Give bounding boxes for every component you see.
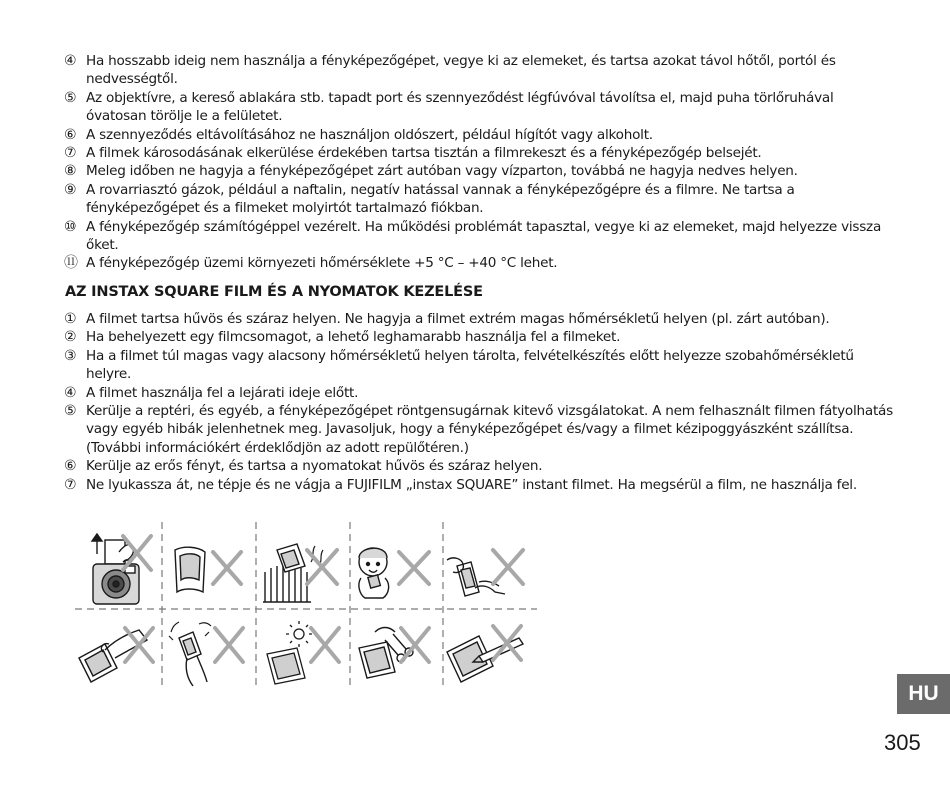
item-text: Ha a filmet túl magas vagy alacsony hőmérsékletű helyen tárolta, felvételkészítés előtt helyezze szobahőmérsékletű helyre. <box>86 347 854 383</box>
sunlight-film-icon <box>267 621 312 684</box>
list-item <box>64 476 894 494</box>
list-item <box>64 89 894 126</box>
maintenance-list <box>64 52 894 273</box>
heater-film-icon <box>263 544 323 602</box>
item-text: Meleg időben ne hagyja a fényképezőgépet zárt autóban vagy vízparton, továbbá ne hagyja nedves helyen. <box>86 163 798 180</box>
section-heading: AZ INSTAX SQUARE FILM ÉS A NYOMATOK KEZELÉSE <box>65 284 483 300</box>
item-number: ⑨ <box>64 181 77 198</box>
item-number: ⑥ <box>64 458 77 475</box>
shake-film-icon <box>169 622 211 686</box>
item-number: ⑥ <box>64 126 77 143</box>
item-text: Kerülje az erős fényt, és tartsa a nyomatokat hűvös és száraz helyen. <box>86 458 543 475</box>
list-item <box>64 328 894 346</box>
item-number: ④ <box>64 53 77 69</box>
list-item <box>64 402 894 457</box>
item-text: A szennyeződés eltávolításához ne használjon oldószert, például hígítót vagy alkoholt. <box>86 126 653 143</box>
prohibited-cross-icon <box>311 628 339 662</box>
language-tab: HU <box>897 674 950 714</box>
item-number: ⑪ <box>64 255 78 272</box>
item-text: Az objektívre, a kereső ablakára stb. tapadt port és szennyeződést légfúvóval távolítsa el, majd puha törlőruhával óvatosan törölje le a felületet. <box>86 89 834 125</box>
item-text: A filmet tartsa hűvös és száraz helyen. Ne hagyja a filmet extrém magas hőmérsékletű helyen (pl. zárt autóban). <box>86 311 830 327</box>
prohibited-cross-icon <box>493 550 523 584</box>
item-text: A filmet használja fel a lejárati ideje előtt. <box>86 384 359 401</box>
item-text: A fényképezőgép üzemi környezeti hőmérséklete +5 °C – +40 °C lehet. <box>86 255 558 272</box>
list-item <box>64 144 894 162</box>
item-text: Ne lyukassza át, ne tépje és ne vágja a FUJIFILM „instax SQUARE” instant filmet. Ha megsérül a film, ne használja fel. <box>86 476 857 493</box>
item-number: ② <box>64 329 77 346</box>
list-item <box>64 162 894 180</box>
item-number: ⑦ <box>64 145 77 162</box>
squeeze-film-icon <box>447 558 505 596</box>
list-item <box>64 52 894 89</box>
prohibited-cross-icon <box>307 550 337 584</box>
item-text: A rovarriasztó gázok, például a naftalin, negatív hatással vannak a fényképezőgépre és a filmre. Ne tartsa a fényképezőgépet és a filmeket molyirtót tartalmazó fiókban. <box>86 181 795 217</box>
pierce-film-icon <box>447 636 523 682</box>
item-number: ① <box>64 311 77 327</box>
item-number: ⑤ <box>64 403 77 420</box>
film-handling-illustration <box>75 522 540 690</box>
list-item <box>64 384 894 402</box>
prohibited-cross-icon <box>399 552 429 584</box>
item-text: Ha behelyezett egy filmcsomagot, a lehető leghamarabb használja fel a filmeket. <box>86 329 621 346</box>
item-number: ③ <box>64 347 77 364</box>
item-number: ④ <box>64 384 77 401</box>
press-film-icon <box>79 630 147 682</box>
prohibited-cross-icon <box>125 628 153 662</box>
bent-film-icon <box>175 547 205 592</box>
prohibited-cross-icon <box>215 628 243 662</box>
prohibited-cross-icon <box>213 552 241 584</box>
list-item <box>64 126 894 144</box>
list-item <box>64 310 894 328</box>
item-text: A fényképezőgép számítógéppel vezérelt. Ha működési problémát tapasztal, vegye ki az elemeket, majd helyezze vissza őket. <box>86 218 882 254</box>
item-number: ⑧ <box>64 163 77 180</box>
item-number: ⑦ <box>64 476 77 493</box>
child-film-icon <box>359 548 389 598</box>
list-item <box>64 218 894 255</box>
item-text: Kerülje a reptéri, és egyéb, a fényképezőgépet röntgensugárnak kitevő vizsgálatokat. A nem felhasznált filmen fátyolhatás vagy egyéb hibák jelenhetnek meg. Javasoljuk, hogy a fényképezőgépet és/vagy a filmet kézipoggyászként szállítsa. (További információkért érdeklődjön az adott repülőtéren.) <box>86 403 893 456</box>
list-item <box>64 457 894 475</box>
item-text: Ha hosszabb ideig nem használja a fényképezőgépet, vegye ki az elemeket, és tartsa azokat távol hőtől, portól és nedvességtől. <box>86 53 836 88</box>
list-item <box>64 254 894 272</box>
item-number: ⑩ <box>64 218 77 235</box>
item-number: ⑤ <box>64 89 77 106</box>
list-item <box>64 181 894 218</box>
page-number: 305 <box>884 730 921 755</box>
prohibited-cross-icon <box>401 628 429 662</box>
film-handling-list <box>64 310 894 494</box>
list-item <box>64 347 894 384</box>
item-text: A filmek károsodásának elkerülése érdekében tartsa tisztán a filmrekeszt és a fényképezőgép belsejét. <box>86 145 762 162</box>
